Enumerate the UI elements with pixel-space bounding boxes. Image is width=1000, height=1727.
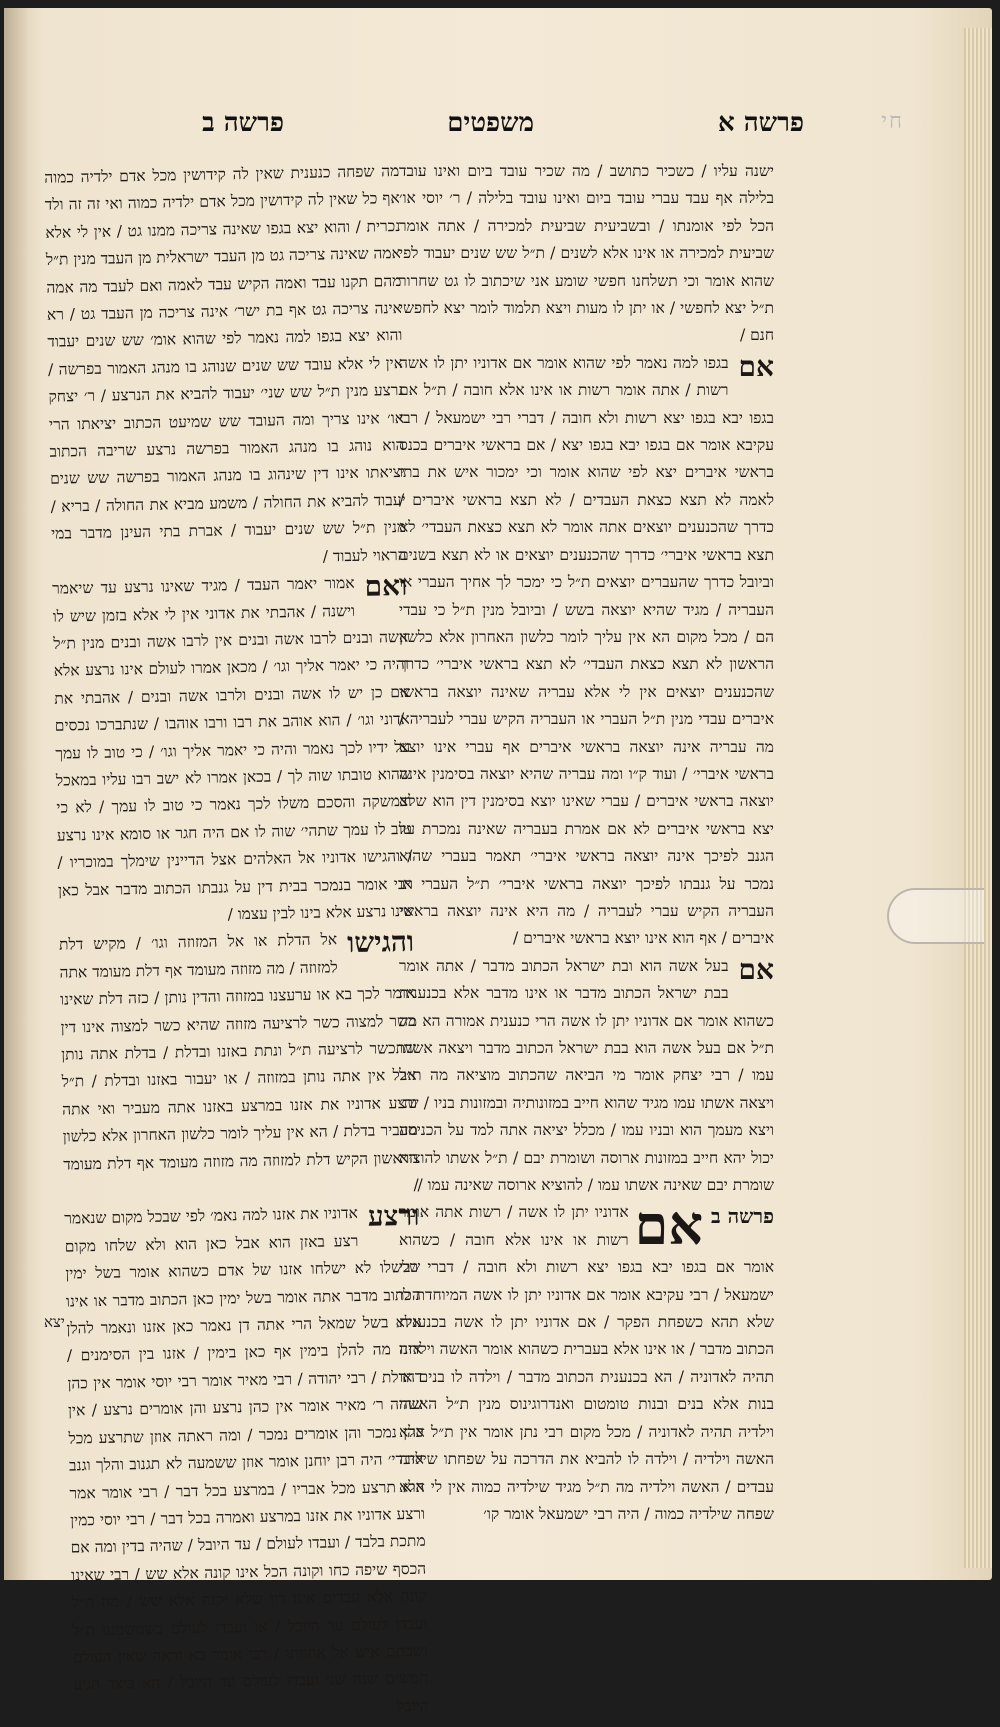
paragraph-text: בגפו למה נאמר לפי שהוא אומר אם אדוניו יתן לו אשה רשות / אתה אומר רשות או אינו אלא חובה / ת״ל אם בגפו יבא בגפו יצא רשות ולא חובה / דברי רבי ישמעאל / רבי עקיבא אומר אם בגפו יבא בגפו יצא / אם בראשי איברים בכנס בראשי איברים יצא לפי שהוא אומר וכי ימכור איש את בתו לאמה לא תצא כצאת העבדים / לא תצא בראשי איברים / כדרך שהכנענים יוצאים אתה אומר לא תצא כצאת העבדי׳ לא תצא בראשי איברי׳ כדרך שהכנענים יוצאים או לא תצא בשנים וביובל כדרך שהעברים יוצאים ת״ל כי ימכר לך אחיך העברי או העבריה / מגיד שהיא יוצאה בשש / וביובל מנין ת״ל כי עבדי הם / מכל מקום הא אין עליך לומר כלשון האחרון אלא כלשון הראשון לא תצא כצאת העבדי׳ לא תצא בראשי איברי׳ כדרך שהכנענים יוצאים אין לי אלא עבריה שאינה יוצאה בראשי איברים עבדי מנין ת״ל העברי או העבריה הקיש עברי לעבריה / מה עבריה אינה יוצאה בראשי איברים אף עברי אינו יוצא בראשי איברי׳ / ועוד ק״ו ומה עבריה שהיא יוצאה בסימנין אינה יוצאה בראשי איברים / עברי שאינו יוצא בסימנין דין הוא שלא יצא בראשי איברים לא אם אמרת בעבריה שאינה נמכרת על הגנב לפיכך אינה יוצאה בראשי איברי׳ תאמר בעברי שהוא נמכר על גנבתו לפיכך יוצאה בראשי איברי׳ ת״ל העברי או העבריה הקיש עברי לעבריה / מה היא אינה יוצאה בראשי איברים / אף הוא אינו יוצא בראשי איברים / — [399, 353, 774, 948]
lemma-heading-large: אם — [634, 1193, 704, 1258]
lemma-heading: אם — [738, 952, 774, 986]
header-left-title: פרשה ב — [202, 108, 284, 138]
paragraph — [399, 350, 774, 953]
book-gutter — [4, 8, 30, 1580]
paragraph — [59, 925, 419, 1206]
header-right-title: פרשה א — [717, 108, 804, 138]
left-text-column — [44, 158, 429, 1727]
paragraph-text: בעל אשה הוא ובת ישראל הכתוב מדבר / אתה אומר בבת ישראל הכתוב מדבר או אינו מדבר אלא בכנענית כשהוא אומר אם אדוניו יתן לו אשה הרי כנענית אמורה הא מה ת״ל אם בעל אשה הוא בבת ישראל הכתוב מדבר ויצאה אשתו עמו / רבי יצחק אומר מי הביאה שהכתוב מוציאה מה ת״ל ויצאה אשתו עמו מגיד שהוא חייב במזונותיה ובמזונות בניו / שנ׳ ויצא מעמך הוא ובניו עמו / מכלל יציאה אתה למד על הכניסה יכול יהא חייב במזונות ארוסה ושומרת יבם / ת״ל אשתו להוציא שומרת יבם שאינה אשתו עמו / להוציא ארוסה שאינה עמו / — [399, 956, 774, 1195]
page-edges — [964, 28, 992, 1568]
paragraph — [64, 1199, 429, 1726]
running-header — [44, 108, 924, 148]
book-page — [4, 8, 992, 1716]
paragraph: מה שפחה כנענית שאין לה קידושין מכל אדם ילדיה כמוה אף כל שאין לה קידושין מכל אדם ילדיה כמוה ואי זה זה ולד נכרית / והוא יצא בגפו שאינה צריכה ממנו גט / אין לי אלא אמה שאינה צריכה גט מן העבד ישראלית מן העבד מנין ת״ל מהם תקנו עבד ואמה הקיש עבד לאמה ואם לעבד מה אמה אינה צריכה גט אף בת ישר׳ אינה צריכה מן העבד גט / רא והוא יצא בגפו למה נאמר לפי שהוא אומ׳ שש שנים יעבוד אין לי אלא עובד שש שנים שנוהג בו מנהג האמור בפרשה / נרצע מנין ת״ל שש שני׳ יעבוד להביא את הנרצע / ר׳ יצחק או׳ אינו צריך ומה העובד שש שמיעט הכתוב יציאתו הרי הוא נוהג בו מנהג האמור בפרשה נרצע שריבה הכתוב יציאתו אינו דין שינהוג בו מנהג האמור בפרשה שש שנים יעבוד להביא את החולה / משמע מביא את החולה / בריא / מנין ת״ל שש שנים יעבוד / אברת בתי העינן מדבר במי הראוי לעבוד / — [44, 161, 407, 566]
header-center-title: משפטים — [447, 108, 534, 138]
paragraph — [52, 569, 414, 932]
paragraph-text: אמור יאמר העבד / מגיד שאינו נרצע עד שיאמר וישנה / אהבתי את אדוני אין לי אלא בזמן שיש לו אשה ובנים לרבו אשה ובנים אין לרבו אשה ובנים מנין ת״ל והיה כי יאמר אליך וגו׳ / מכאן אמרו לעולם אינו נרצע אלא אם כן יש לו אשה ובנים ולרבו אשה ובנים / אהבתי את אדוני וגו׳ / הוא אוהב את רבו ורבו אוהבו / שנתברכו נכסים על ידיו לכך נאמר והיה כי יאמר אליך וגו׳ / כי טוב לו עמך שהוא טובתו שוה לך / בכאן אמרו לא ישב רבו עליו במאכל ובמשקה והסכם משלו לכך נאמר כי טוב לו עמך / לא כי טוב לו עמך שתהי׳ שוה לו אם היה חגר או סומא אינו נרצע / והגישו אדוניו אל האלהים אצל הדיינין שימלך במוכריו / רבי אומר בנמכר בבית דין על גנבתו הכתוב מדבר אבל כאן אינו נרצע אלא בינו לבין עצמו / — [52, 574, 414, 924]
paragraph — [399, 1193, 774, 1528]
lemma-heading: ואם — [364, 569, 408, 603]
paragraph-text: אל הדלת או אל המזוזה וגו׳ / מקיש דלת למזוזה / מה מזוזה מעומד אף דלת מעומד אתה אומר לכך בא או ערעצנו במזוזה והדין נותן / כזה דלת שאינו כשר למצוה כשר לרציעה מזוזה שהיא כשר למצוה אינו דין שתכשר לרציעה ת״ל ונתת באזנו ובדלת / בדלת אתה נותן אבל אין אתה נותן במזוזה / או יעבור באזנו ובדלת / ת״ל ורצע אדוניו את אזנו במרצע באזנו אתה מעביר ואי אתה מעביר בדלת / הא אין עליך לומר כלשון האחרון אלא כלשון הראשון הקיש דלת למזוזה מה מזוזה מעומד אף דלת מעומד / — [58, 930, 419, 1194]
paragraph-text: אדוניו את אזנו למה נאמ׳ לפי שבכל מקום שנאמר רצע באזן הוא אבל כאן הוא ולא שלחו מקום שלשלו לא ישלחו אזנו של אדם כשהוא אומר בשל ימין הכתוב מדבר אתה אומר בשל ימין כאן הכתוב מדבר או אינו אלא בשל שמאל הרי אתה דן נאמר כאן אזנו ונאמר להלן אזנו מה להלן בימין אף כאן בימין / אזנו בין הסימנים / דהדלת / רבי יהודה / רבי מאיר אומר רבי יוסי אומר אין כהן שהיה ר׳ מאיר אומר אין כהן נרצע והן אומרים נרצע / אין כהן נמכר והן אומרים נמכר / ומה ראתה אוזן שתרצע מכל איברי׳ היה רבן יוחנן אומר אוזן ששמעה לא תגנוב והלך וגנב הוא תרצע מכל אבריו / במרצע בכל דבר / רבי אומר אמר ורצע אדוניו את אזנו במרצע ואמרה בכל דבר / רבי יוסי כמין מתכת בלבד / ועבדו לעולם / עד היובל / שהיה בדין ומה אם הכסף שיפה כחו וקונה הכל אינו קונה אלא שש / רבי שאינו קונה אלא עבדים אינו דין שלא יקנה אלא שש / מה ת״ל ועבדו לעולם עד היובל / או ועבדו לעולם כשמשמעו ת״ל ושבתם איש אל אחוזתו / רבי אומר בא וראה שאין העולם חמשים שנה שנ׳ ועבדו לעולם עד היובל / הא כיצד הגיע היובל — [64, 1204, 429, 1716]
lemma-heading: ורצע — [367, 1199, 420, 1234]
page-number: חי — [881, 109, 904, 134]
lemma-heading: והגישו — [346, 925, 415, 960]
paragraph-text: אדוניו יתן לו אשה / רשות אתה אומר רשות או אינו אלא חובה / כשהוא אומר אם בגפו יבא בגפו יצא רשות ולא חובה / דברי רבי ישמעאל / רבי עקיבא אומר אם אדוניו יתן לו אשה המיוחדת לו שלא תהא כשפחת הפקר / אם אדוניו יתן לו אשה בכנענית הכתוב מדבר / או אינו אלא בעברית כשהוא אומר האשה וילדיה תהיה לאדוניה / הא בכנענית הכתוב מדבר / וילדה לו בנים או בנות אלא בנים ובנות טומטום ואנדרוגינוס מנין ת״ל האשה וילדיה תהיה לאדוניה / מכל מקום רבי נתן אומר אין ת״ל אלא האשה וילדיה / וילדה לו להביא את הדרכה על שפחתו שילדה עבדים / האשה וילדיה מה ת״ל מגיד שילדיה כמוה אין לי אלא שפחה שילדיה כמוה / היה רבי ישמעאל אומר קו׳ — [399, 1203, 774, 1523]
paper-clip — [887, 888, 984, 944]
right-text-column — [399, 158, 774, 1528]
section-heading: פרשה ב — [711, 1204, 774, 1229]
paragraph: ישנה עליו / כשכיר כתושב / מה שכיר עובד ביום ואינו עובד בלילה אף עבד עברי עובד ביום ואינו עובד בלילה / ר׳ יוסי או׳ הכל לפי אומנתו / ובשביעית שביעית למכירה / אתה אומר שביעית למכירה או אינו אלא לשנים / ת״ל שש שנים יעבוד לפי שהוא אומר וכי תשלחנו חפשי שומע אני שיכתוב לו גט שחרור ת״ל יצא לחפשי / או יתן לו מעות ויצא תלמוד לומר יצא לחפשי חנם / — [399, 162, 774, 345]
paragraph — [399, 953, 774, 1200]
lemma-heading: אם — [738, 349, 774, 383]
catchword: יצא — [44, 1313, 65, 1331]
